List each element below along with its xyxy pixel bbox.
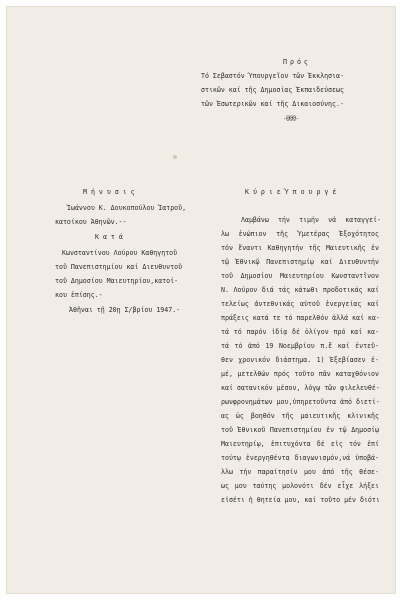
left-line-3: Κ α τ ά [95,233,123,241]
body-line: τοῦ Ἐθνικοῦ Πανεπιστημίου ἐν τῷ Δημοσίῳ [221,426,379,434]
body-line: ως μου ταύτης μολονότι δέν εἶχε λήξει [221,482,379,490]
body-line: τοῦ Δημοσίου Μαιευτηρίου Κωνσταντῖνον [221,272,379,280]
left-line-7: κου ἐπίσης.- [55,291,103,299]
left-title: Μ ή ν υ σ ι ς [83,188,135,196]
body-line: τελείως ἀντεθνικάς αὐτοῦ ἐνεργείας καί [221,300,379,308]
left-line-5: τοῦ Πανεπιστημίου καί Διευθυντοῦ [55,263,183,271]
body-line: ρωνφρονημάτων μου,ὑπηρετοῦντα ἀπό διετί- [221,398,380,406]
body-line: Ν. Λούρον διά τάς κάτωθι προδοτικάς καί [221,286,379,294]
left-line-1: Ἰωάννου Κ. Δουκοπούλου Ἰατροῦ, [67,204,187,212]
header-ornament: -@@@- [283,115,299,122]
body-line: τά τό παρόν ἰδίᾳ δέ ὀλίγον πρό καί κα- [221,328,379,336]
body-line: τόν ἔναντι Καθηγητήν τῆς Μαιευτικῆς ἐν [221,244,379,252]
document-page [6,6,396,594]
right-salutation: Κ ύ ρ ι ε Ὑ π ο υ ρ γ έ [245,188,337,196]
body-line: Μαιευτηρίῳ, ἐπιτυχόντα δέ εἰς τόν ἐπί [221,440,379,448]
left-line-2: κατοίκου Ἀθηνῶν.-- [55,218,127,226]
body-line: τά τό ἀπό 19 Νοεμβρίου π.ἔ καί ἐντεῦ- [221,342,379,350]
punch-mark [173,155,177,159]
header-pros: Πρός [283,58,311,66]
header-line-1: Τό Σεβαστόν Ύπουργεῖον τῶν Ἐκκλησια- [201,72,344,80]
body-line: εἰσέτι ἡ θητεία μου, καί τοῦτο μέν διότι [221,496,380,504]
left-line-4: Κωνσταντίνου Λούρου Καθηγητοῦ [62,249,178,257]
body-line: λλω τήν παραίτησίν μου ἀπό τῆς θέσε- [221,468,379,476]
left-line-6: τοῦ Δημοσίου Μαιευτηρίου,κατοί- [55,277,179,285]
body-line: τούτῳ ἐνεργηθέντα διαγωνισμόν,νά ὑποβά- [221,454,379,462]
left-line-8: Ἀθῆναι τῇ 20ῃ Σ/βρίου 1947.- [69,306,181,314]
body-line: μέ, μετελθών πρός τοῦτο πᾶν καταχθόνιον [221,370,379,378]
header-line-2: στικῶν καί τῆς Δημοσίας Ἐκπαιδεύσεως [201,86,344,94]
body-line: πράξεις κατά τε τό παρελθόν ἀλλά καί κα- [221,314,380,322]
body-line: λω ἐνώπιον τῆς Ὑμετέρας Ἐξοχότητος [221,230,379,238]
body-line: καί σατανικόν μέσον, λόγῳ τῶν φιλελευθέ- [221,384,380,392]
body-line: Λαμβάνω τήν τιμήν νά καταγγεί- [241,216,381,224]
body-line: τῷ Ἐθνικῷ Πανεπιστημίῳ καί Διευθυντήν [221,258,379,266]
body-line: ας ὡς βοηθόν τῆς μαιευτικῆς κλινικῆς [221,412,379,420]
header-line-3: τῶν Ἐσωτερικῶν καί τῆς Δικαιοσύνης.- [201,100,344,108]
body-line: θεν χρονικόν διάστημα. 1) Ἐξεβίασεν ἐ- [221,356,379,364]
